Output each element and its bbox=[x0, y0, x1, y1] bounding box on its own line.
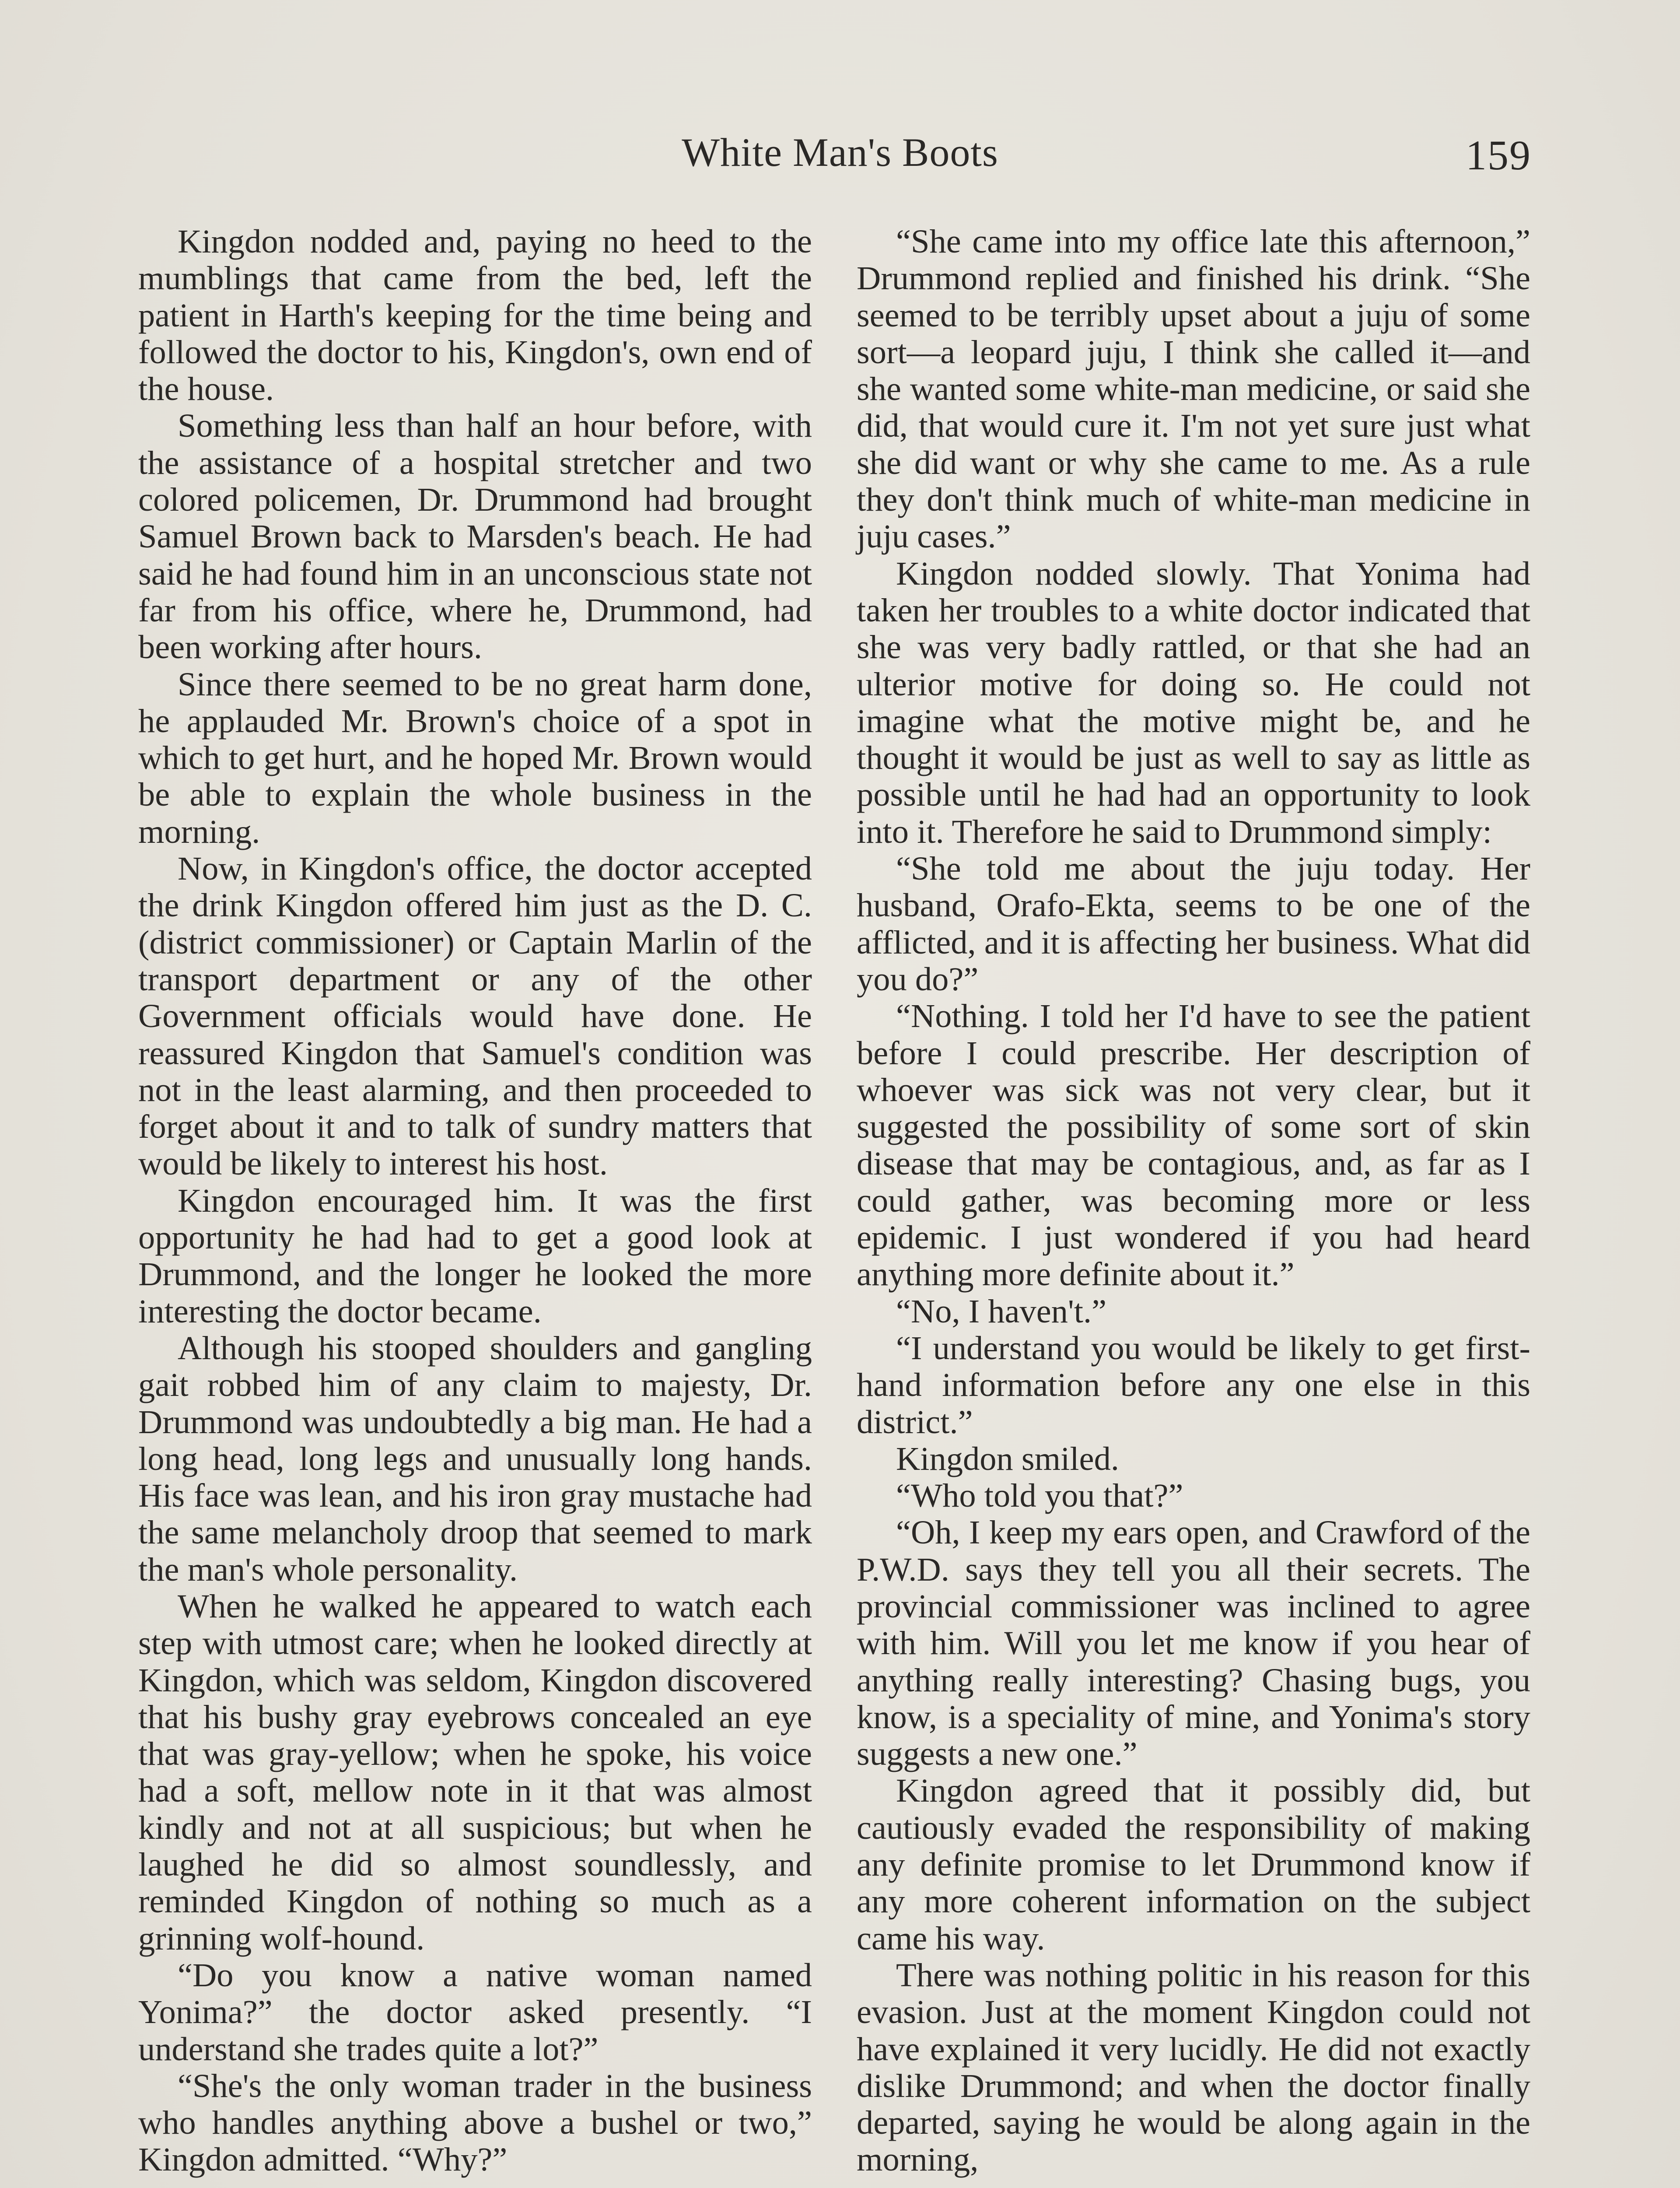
paragraph: Now, in Kingdon's office, the doctor accepted the drink Kingdon offered him just as the D. C. (district commissioner) or Captain Marlin of the transport department or any of the other Government officials would have done. He reassured Kingdon that Samuel's condition was not in the least alarming, and then proceeded to forget about it and to talk of sundry matters that would be likely to interest his host. bbox=[138, 850, 812, 1182]
paragraph: “She told me about the juju today. Her husband, Orafo-Ekta, seems to be one of the afflicted, and it is affecting her business. What did you do?” bbox=[857, 850, 1530, 998]
paragraph: “Who told you that?” bbox=[896, 1477, 1183, 1515]
paragraph: There was nothing politic in his reason for this evasion. Just at the moment Kingdon could not have explained it very lucidly. He did not exactly dislike Drummond; and when the doctor finally departed, saying he would be along again in the morning, bbox=[857, 1956, 1530, 2178]
right-column bbox=[857, 223, 1530, 2178]
paragraph: “Do you know a native woman named Yonima?” the doctor asked presently. “I understand she trades quite a lot?” bbox=[138, 1956, 812, 2068]
paragraph: Kingdon encouraged him. It was the first opportunity he had had to get a good look at Drummond, and the longer he looked the more interesting the doctor became. bbox=[138, 1182, 812, 1330]
paragraph: “I understand you would be likely to get first-hand information before any one else in this district.” bbox=[857, 1329, 1530, 1441]
left-column bbox=[138, 223, 812, 2178]
running-head bbox=[0, 125, 1680, 190]
paragraph: Since there seemed to be no great harm done, he applauded Mr. Brown's choice of a spot in which to get hurt, and he hoped Mr. Brown would be able to explain the whole business in the morning. bbox=[138, 665, 812, 850]
paragraph: Something less than half an hour before, with the assistance of a hospital stretcher and two colored policemen, Dr. Drummond had brought Samuel Brown back to Marsden's beach. He had said he had found him in an unconscious state not far from his office, where he, Drummond, had been working after hours. bbox=[138, 407, 812, 666]
paragraph: “She came into my office late this afternoon,” Drummond replied and finished his drink. “She seemed to be terribly upset about a juju of some sort—a leopard juju, I think she called it—and she wanted some white-man medicine, or said she did, that would cure it. I'm not yet sure just what she did want or why she came to me. As a rule they don't think much of white-man medicine in juju cases.” bbox=[857, 223, 1530, 555]
running-title: White Man's Boots bbox=[682, 130, 998, 175]
paragraph: Kingdon smiled. bbox=[896, 1440, 1119, 1477]
paragraph: Kingdon nodded slowly. That Yonima had taken her troubles to a white doctor indicated that she was very badly rattled, or that she had an ulterior motive for doing so. He could not imagine what the motive might be, and he thought it would be just as well to say as little as possible until he had had an opportunity to look into it. Therefore he said to Drummond simply: bbox=[857, 554, 1530, 850]
paragraph: Kingdon agreed that it possibly did, but cautiously evaded the responsibility of making any definite promise to let Drummond know if any more coherent information on the subject came his way. bbox=[857, 1772, 1530, 1957]
paragraph: “Oh, I keep my ears open, and Crawford of the P.W.D. says they tell you all their secrets. The provincial commissioner was inclined to agree with him. Will you let me know if you hear of anything really interesting? Chasing bugs, you know, is a speciality of mine, and Yonima's story suggests a new one.” bbox=[857, 1514, 1530, 1773]
paragraph: Although his stooped shoulders and gangling gait robbed him of any claim to majesty, Dr. Drummond was undoubtedly a big man. He had a long head, long legs and unusually long hands. His face was lean, and his iron gray mustache had the same melancholy droop that seemed to mark the man's whole personality. bbox=[138, 1329, 812, 1588]
paragraph: “She's the only woman trader in the business who handles anything above a bushel or two,” Kingdon admitted. “Why?” bbox=[138, 2067, 812, 2178]
page-number: 159 bbox=[1466, 132, 1531, 179]
paragraph: When he walked he appeared to watch each step with utmost care; when he looked directly at Kingdon, which was seldom, Kingdon discovered that his bushy gray eyebrows concealed an eye that was gray-yellow; when he spoke, his voice had a soft, mellow note in it that was almost kindly and not at all suspicious; but when he laughed he did so almost soundlessly, and reminded Kingdon of nothing so much as a grinning wolf-hound. bbox=[138, 1587, 812, 1957]
paragraph: “Nothing. I told her I'd have to see the patient before I could prescribe. Her description of whoever was sick was not very clear, but it suggested the possibility of some sort of skin disease that may be contagious, and, as far as I could gather, was becoming more or less epidemic. I just wondered if you had heard anything more definite about it.” bbox=[857, 997, 1530, 1293]
paragraph: Kingdon nodded and, paying no heed to the mumblings that came from the bed, left the patient in Harth's keeping for the time being and followed the doctor to his, Kingdon's, own end of the house. bbox=[138, 223, 812, 408]
paragraph: “No, I haven't.” bbox=[896, 1292, 1107, 1330]
